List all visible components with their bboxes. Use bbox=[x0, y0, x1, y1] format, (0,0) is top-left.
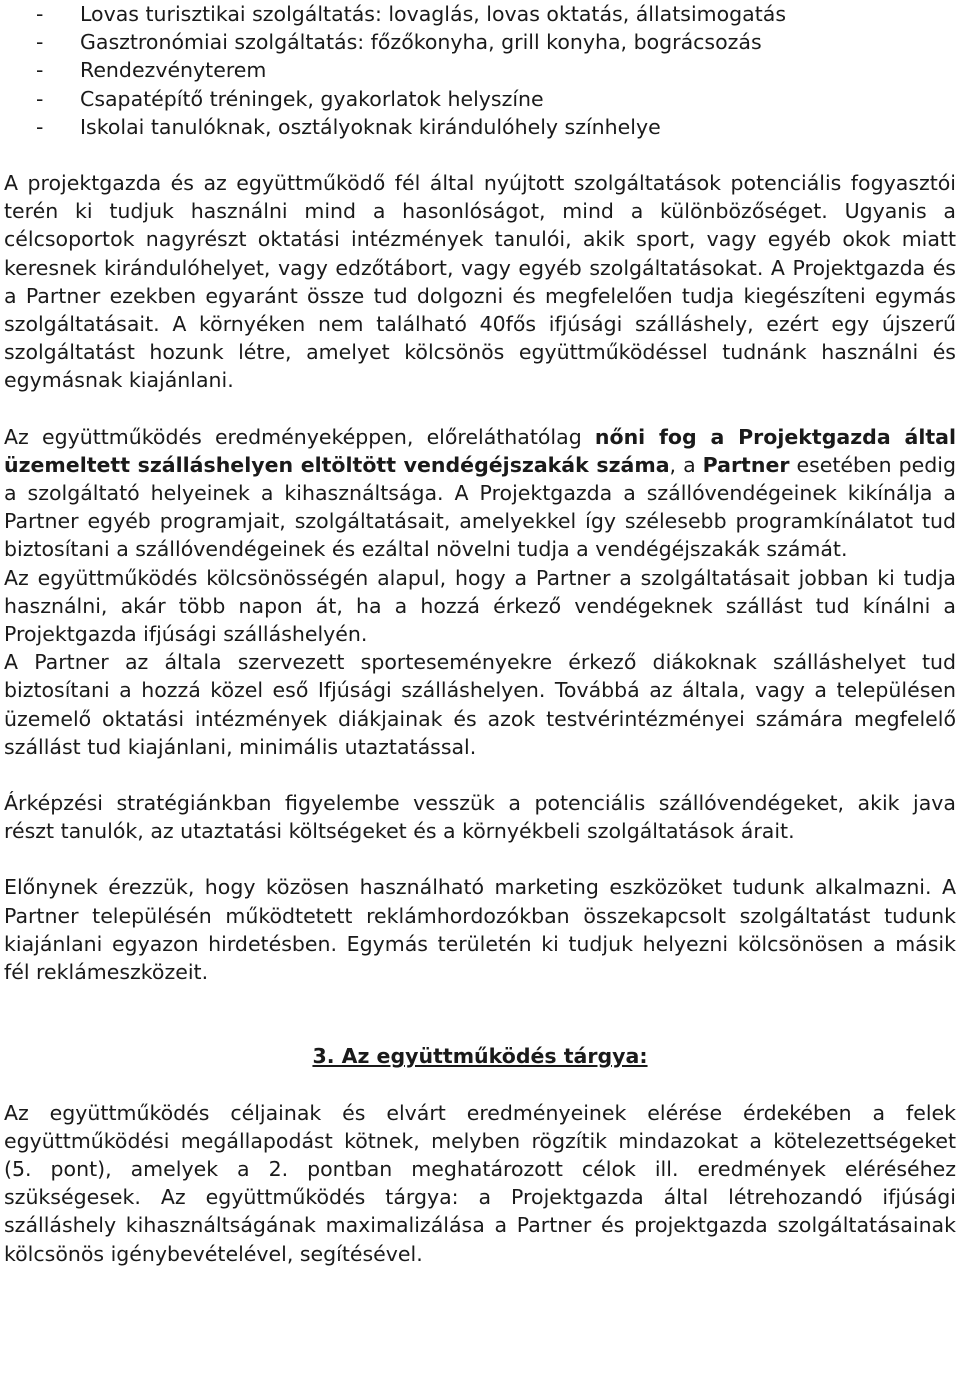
service-list bbox=[4, 0, 956, 141]
paragraph-cooperation-results: Az együttműködés eredményeképpen, előreláthatólag nőni fog a Projektgazda által üzemeltett szálláshelyen eltöltött vendégéjszakák száma, a Partner esetében pedig a szolgáltató helyeinek a kihasználtsága. A Projektgazda a szállóvendégeinek kikínálja a Partner egyéb programjait, szolgáltatásait, amelyekkel így szélesebb programkínálatot tud biztosítani a szállóvendégeinek és ezáltal növelni tudja a vendégéjszakák számát. bbox=[4, 424, 957, 562]
paragraph-target-groups: A projektgazda és az együttműködő fél által nyújtott szolgáltatások potenciális fogyasztói terén ki tudjuk használni mind a hasonlóságot, mind a különbözőséget. Ugyanis a célcsoportok nagyrészt oktatási intézmények tanulói, akik sport, vagy egyéb okok miatt keresnek kirándulóhelyet, vagy edzőtábort, vagy egyéb szolgáltatásokat. A Projektgazda és a Partner ezekben egyaránt össze tud dolgozni és megfelelően tudja kiegészíteni egymás szolgáltatásait. A környéken nem található 40fős ifjúsági szálláshely, ezért egy újszerű szolgáltatást hozunk létre, amelyet kölcsönös együttműködéssel tudnánk használni és egymásnak kiajánlani. bbox=[4, 171, 956, 393]
list-dash: - bbox=[36, 30, 44, 55]
paragraph-reciprocity: Az együttműködés kölcsönösségén alapul, hogy a Partner a szolgáltatásait jobban ki tudja használni, akár több napon át, ha a hozzá érkező vendégeknek szállást tud kínálni a Projektgazda ifjúsági szálláshelyén. bbox=[4, 565, 956, 647]
list-dash: - bbox=[36, 86, 44, 111]
paragraph-pricing: Árképzési stratégiánkban figyelembe vesszük a potenciális szállóvendégeket, akik java részt tanulók, az utaztatási költségeket és a környékbeli szolgáltatások árait. bbox=[4, 791, 956, 844]
list-dash: - bbox=[36, 114, 44, 139]
list-item: - Gasztronómiai szolgáltatás: főzőkonyha, grill konyha, bográcsozás bbox=[4, 28, 956, 56]
list-item: - Iskolai tanulóknak, osztályoknak kirándulóhely színhelye bbox=[4, 113, 956, 141]
list-item: - Csapatépítő tréningek, gyakorlatok helyszíne bbox=[4, 85, 956, 113]
paragraph-cooperation-subject: Az együttműködés céljainak és elvárt eredményeinek elérése érdekében a felek együttműködési megállapodást kötnek, melyben rögzítik mindazokat a kötelezettségeket (5. pont), amelyek a 2. pontban meghatározott célok ill. eredmények eléréséhez szükségesek. Az együttműködés tárgya: a Projektgazda által létrehozandó ifjúsági szálláshely kihasználtságának maximalizálása a Partner és projektgazda szolgáltatásainak kölcsönös igénybevételével, segítésével. bbox=[4, 1100, 956, 1266]
paragraph-partner-events: A Partner az általa szervezett sporteseményekre érkező diákoknak szálláshelyet tud biztosítani a hozzá közel eső Ifjúsági szálláshelyen. Továbbá az általa, vagy a településen üzemelő oktatási intézmények diákjainak és azok testvérintézményei számára megfelelő szállást tud kiajánlani, minimális utaztatással. bbox=[4, 650, 956, 759]
paragraph-marketing: Előnynek érezzük, hogy közösen használható marketing eszközöket tudunk alkalmazni. A Partner településén működtetett reklámhordozókban összekapcsolt szolgáltatást tudunk kiajánlani egyazon hirdetésben. Egymás területén ki tudjuk helyezni kölcsönösen a másik fél reklámeszközeit. bbox=[4, 875, 956, 985]
section-heading: 3. Az együttműködés tárgya: bbox=[312, 1044, 648, 1069]
list-item: - Rendezvényterem bbox=[4, 56, 956, 84]
list-dash: - bbox=[36, 58, 44, 83]
list-dash: - bbox=[36, 2, 44, 26]
list-item: - Lovas turisztikai szolgáltatás: lovaglás, lovas oktatás, állatsimogatás bbox=[4, 0, 956, 28]
